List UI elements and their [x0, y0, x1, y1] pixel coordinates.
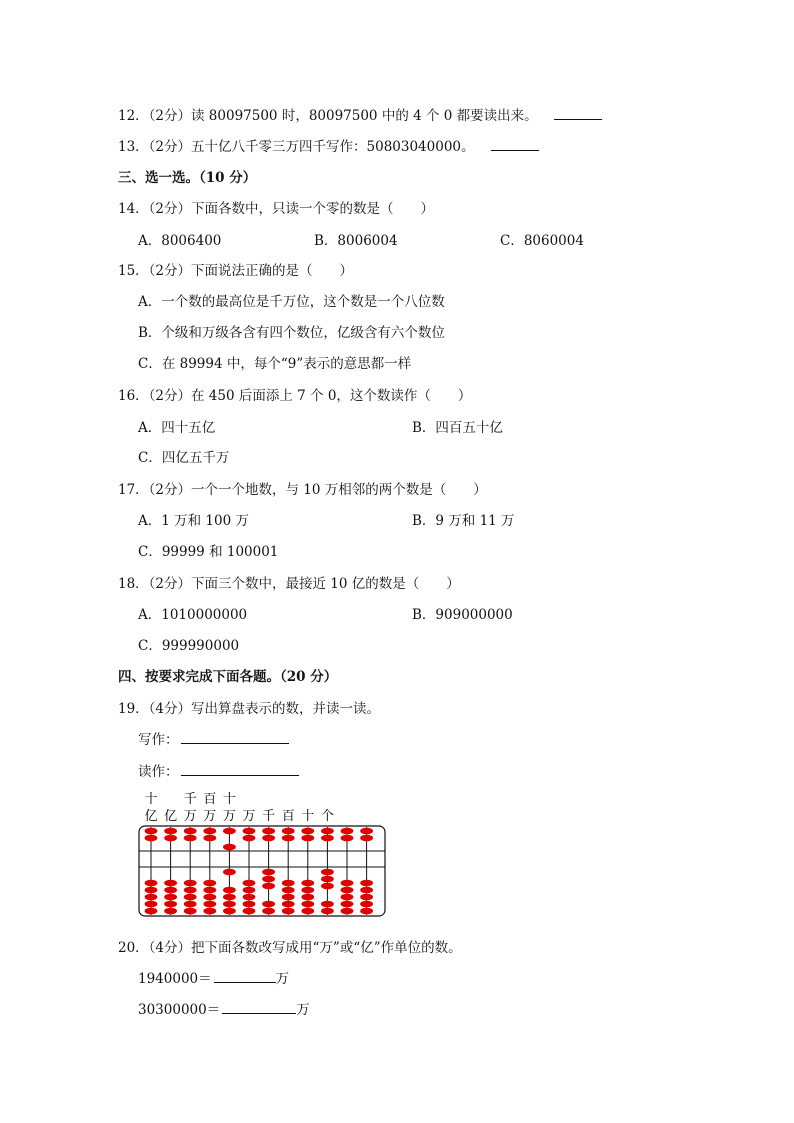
question-15-option-b[interactable]: B．个级和万级各含有四个数位，亿级含有六个数位	[138, 325, 445, 341]
abacus-bead-lower	[184, 880, 197, 887]
question-13-text: 13．（2分）五十亿八千零三万四千写作：50803040000。	[118, 139, 475, 155]
abacus-bead-lower	[360, 901, 373, 908]
abacus-bead-upper	[164, 828, 177, 835]
abacus-bead-lower	[360, 887, 373, 894]
question-16-text: 16．（2分）在 450 后面添上 7 个 0，这个数读作（ ）	[118, 388, 472, 404]
question-14-text: 14．（2分）下面各数中，只读一个零的数是（ ）	[118, 201, 435, 217]
abacus-bead-upper	[184, 835, 197, 842]
conversion-number-2: 30300000＝	[138, 1002, 221, 1018]
abacus-bead-upper	[184, 828, 197, 835]
abacus-label-top: 十	[222, 792, 236, 807]
read-label: 读作：	[138, 764, 179, 780]
abacus-bead-lower	[341, 908, 354, 915]
abacus-bead-lower	[341, 887, 354, 894]
answer-blank-12[interactable]	[554, 105, 602, 120]
abacus-label-bottom: 千	[262, 809, 276, 824]
abacus-bead-lower	[223, 908, 236, 915]
abacus-bead-lower	[282, 908, 295, 915]
abacus-bead-lower	[184, 894, 197, 901]
abacus-bead-lower	[301, 880, 314, 887]
abacus	[138, 790, 388, 918]
abacus-bead-lower	[203, 894, 216, 901]
question-15-option-c[interactable]: C．在 89994 中，每个“9”表示的意思都一样	[138, 356, 412, 372]
abacus-bead-upper-active	[223, 844, 236, 851]
abacus-bead-upper	[301, 835, 314, 842]
question-14-option-b[interactable]: B．8006004	[314, 233, 398, 249]
abacus-bead-lower	[164, 880, 177, 887]
abacus-bead-upper	[243, 835, 256, 842]
abacus-label-bottom: 亿	[144, 809, 158, 824]
abacus-bead-lower	[243, 887, 256, 894]
abacus-bead-lower	[184, 901, 197, 908]
question-14-option-c[interactable]: C．8060004	[500, 233, 584, 249]
question-20-text: 20．（4分）把下面各数改写成用“万”或“亿”作单位的数。	[118, 940, 462, 956]
abacus-bead-lower-active	[262, 876, 275, 883]
abacus-bead-lower	[243, 908, 256, 915]
abacus-bead-lower	[243, 880, 256, 887]
abacus-bead-lower	[203, 887, 216, 894]
question-17-option-a[interactable]: A．1 万和 100 万	[138, 513, 249, 529]
abacus-label-bottom: 亿	[164, 809, 178, 824]
question-15-option-a[interactable]: A．一个数的最高位是千万位，这个数是一个八位数	[138, 294, 445, 310]
abacus-bead-upper	[341, 835, 354, 842]
abacus-bead-lower	[282, 887, 295, 894]
question-19-text: 19．（4分）写出算盘表示的数，并读一读。	[118, 701, 381, 717]
abacus-bead-lower	[341, 901, 354, 908]
abacus-bead-lower	[164, 901, 177, 908]
question-12	[118, 104, 602, 124]
abacus-bead-lower-active	[262, 869, 275, 876]
abacus-label-bottom: 百	[281, 809, 295, 824]
abacus-bead-upper	[301, 828, 314, 835]
abacus-label-bottom: 万	[203, 809, 217, 824]
abacus-bead-lower	[145, 894, 158, 901]
abacus-label-top: 千	[183, 792, 197, 807]
question-18-option-a[interactable]: A．1010000000	[138, 607, 248, 623]
abacus-label-bottom: 十	[301, 809, 315, 824]
abacus-bead-lower	[301, 908, 314, 915]
abacus-bead-lower	[301, 894, 314, 901]
abacus-bead-upper	[321, 835, 334, 842]
abacus-bead-upper	[282, 828, 295, 835]
conversion-row-2	[138, 998, 310, 1018]
read-row	[138, 760, 299, 780]
abacus-bead-upper	[341, 828, 354, 835]
abacus-label-bottom: 个	[320, 809, 334, 824]
abacus-bead-lower	[262, 901, 275, 908]
abacus-bead-lower	[243, 901, 256, 908]
abacus-bead-lower	[164, 887, 177, 894]
abacus-bead-upper	[145, 835, 158, 842]
abacus-bead-upper	[243, 828, 256, 835]
question-13	[118, 135, 539, 155]
read-answer-blank[interactable]	[181, 761, 299, 776]
write-row	[138, 728, 289, 748]
conversion-unit-2: 万	[296, 1002, 310, 1018]
question-16-option-c[interactable]: C．四亿五千万	[138, 450, 230, 466]
abacus-bead-lower	[184, 887, 197, 894]
abacus-bead-lower	[145, 887, 158, 894]
abacus-bead-lower	[145, 901, 158, 908]
abacus-bead-upper	[164, 835, 177, 842]
write-answer-blank[interactable]	[181, 729, 289, 744]
question-17-text: 17．（2分）一个一个地数，与 10 万相邻的两个数是（ ）	[118, 482, 487, 498]
abacus-bead-lower	[223, 901, 236, 908]
abacus-label-bottom: 万	[222, 809, 236, 824]
conversion-number-1: 1940000＝	[138, 971, 212, 987]
abacus-bead-upper	[262, 828, 275, 835]
abacus-bead-upper	[262, 835, 275, 842]
conversion-row-1	[138, 967, 289, 987]
conversion-unit-1: 万	[275, 971, 290, 987]
abacus-bead-lower	[360, 894, 373, 901]
abacus-bead-lower-active	[321, 876, 334, 883]
abacus-bead-upper	[203, 835, 216, 842]
abacus-bead-lower-active	[223, 869, 236, 876]
section-3-title: 三、选一选。（10 分）	[118, 170, 257, 186]
abacus-bead-lower	[203, 901, 216, 908]
abacus-bead-lower	[203, 908, 216, 915]
conversion-blank-1[interactable]	[214, 968, 276, 983]
question-14-option-a[interactable]: A．8006400	[138, 233, 222, 249]
abacus-label-top: 十	[144, 792, 158, 807]
abacus-bead-lower-active	[321, 869, 334, 876]
question-18-text: 18．（2分）下面三个数中，最接近 10 亿的数是（ ）	[118, 576, 460, 592]
abacus-bead-upper	[203, 828, 216, 835]
abacus-bead-upper	[223, 828, 236, 835]
question-18-option-b[interactable]: B．909000000	[412, 607, 513, 623]
write-label: 写作：	[138, 732, 179, 748]
question-17-option-b[interactable]: B．9 万和 11 万	[412, 513, 515, 529]
question-17-option-c[interactable]: C．99999 和 100001	[138, 544, 279, 560]
abacus-bead-lower	[203, 880, 216, 887]
abacus-bead-upper	[145, 828, 158, 835]
abacus-bead-lower	[321, 908, 334, 915]
question-16-option-b[interactable]: B．四百五十亿	[412, 420, 503, 436]
question-12-text: 12．（2分）读 80097500 时，80097500 中的 4 个 0 都要读出来。	[118, 108, 538, 124]
abacus-bead-upper	[321, 828, 334, 835]
abacus-bead-lower	[145, 908, 158, 915]
abacus-bead-lower	[145, 880, 158, 887]
question-18-option-c[interactable]: C．999990000	[138, 638, 240, 654]
abacus-bead-lower-active	[262, 883, 275, 890]
abacus-bead-lower	[184, 908, 197, 915]
abacus-label-top: 百	[203, 792, 217, 807]
question-16-option-a[interactable]: A．四十五亿	[138, 420, 216, 436]
question-15-text: 15．（2分）下面说法正确的是（ ）	[118, 263, 354, 279]
abacus-bead-lower	[164, 908, 177, 915]
abacus-bead-lower	[360, 880, 373, 887]
abacus-label-bottom: 万	[183, 809, 197, 824]
abacus-bead-lower	[301, 887, 314, 894]
abacus-bead-lower	[321, 901, 334, 908]
abacus-bead-lower	[341, 894, 354, 901]
section-4-title: 四、按要求完成下面各题。（20 分）	[118, 669, 338, 685]
abacus-bead-lower	[341, 880, 354, 887]
abacus-bead-lower	[164, 894, 177, 901]
abacus-label-bottom: 万	[242, 809, 256, 824]
abacus-bead-lower	[282, 880, 295, 887]
conversion-blank-2[interactable]	[222, 999, 296, 1014]
abacus-bead-lower	[262, 908, 275, 915]
abacus-bead-upper	[360, 835, 373, 842]
abacus-bead-lower	[223, 894, 236, 901]
abacus-bead-lower	[243, 894, 256, 901]
abacus-bead-lower	[223, 887, 236, 894]
abacus-bead-lower-active	[321, 883, 334, 890]
abacus-bead-upper	[282, 835, 295, 842]
abacus-bead-lower	[360, 908, 373, 915]
abacus-bead-lower	[301, 901, 314, 908]
abacus-bead-upper	[360, 828, 373, 835]
answer-blank-13[interactable]	[491, 136, 539, 151]
abacus-bead-lower	[282, 894, 295, 901]
abacus-bead-lower	[282, 901, 295, 908]
